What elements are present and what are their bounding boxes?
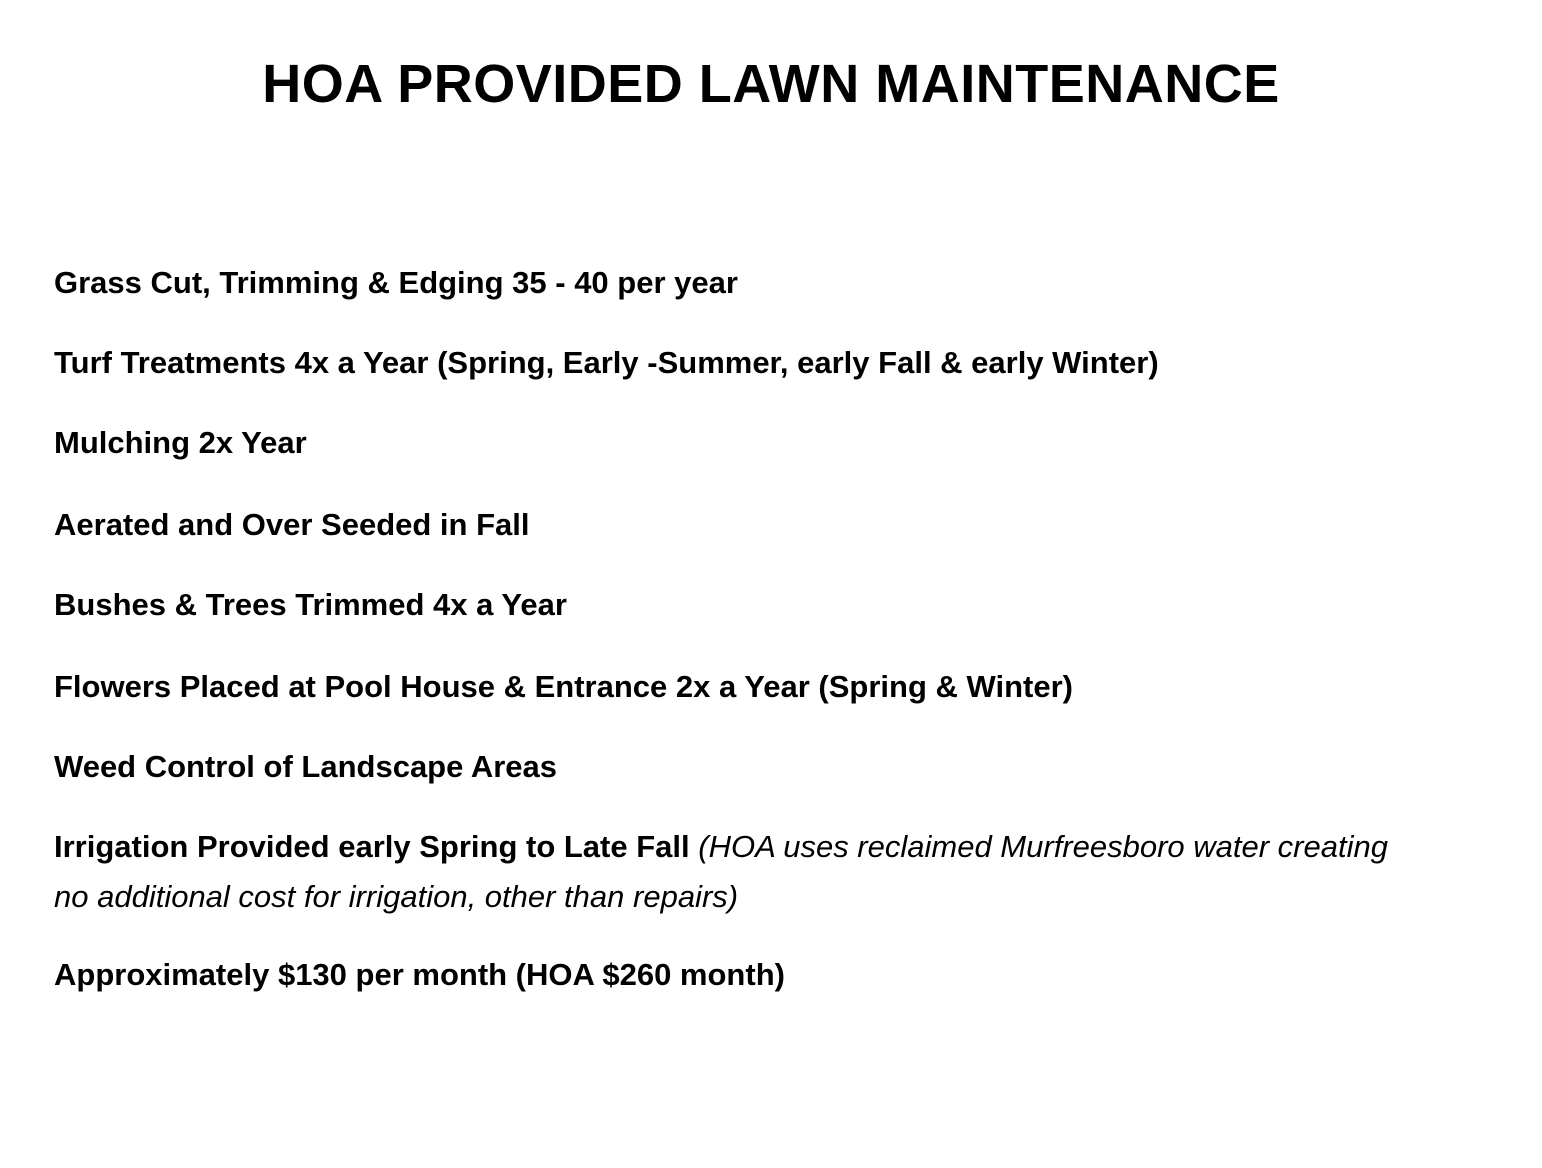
list-item-mulching xyxy=(54,418,307,468)
list-item-flowers xyxy=(54,662,1073,712)
item-text: Flowers Placed at Pool House & Entrance 2x a Year (Spring & Winter) xyxy=(54,669,1073,704)
page-title: HOA PROVIDED LAWN MAINTENANCE xyxy=(262,54,1280,114)
item-text: Irrigation Provided early Spring to Late Fall xyxy=(54,829,690,864)
item-text: Turf Treatments 4x a Year (Spring, Early -Summer, early Fall & early Winter) xyxy=(54,345,1159,380)
list-item-irrigation xyxy=(54,822,1394,922)
list-item-grass-cut xyxy=(54,258,738,308)
item-text: Bushes & Trees Trimmed 4x a Year xyxy=(54,587,567,622)
item-text: Mulching 2x Year xyxy=(54,425,307,460)
list-item-aeration xyxy=(54,500,530,550)
list-item-bushes-trees xyxy=(54,580,567,630)
list-item-turf-treatments xyxy=(54,338,1159,388)
list-item-weed-control xyxy=(54,742,557,792)
item-note: (HOA uses reclaimed Murfreesboro water creating no additional cost for irrigation, other than repairs) xyxy=(54,829,1388,914)
item-text: Weed Control of Landscape Areas xyxy=(54,749,557,784)
item-text: Aerated and Over Seeded in Fall xyxy=(54,507,530,542)
list-item-cost xyxy=(54,950,785,1000)
item-text: Approximately $130 per month (HOA $260 month) xyxy=(54,957,785,992)
item-text: Grass Cut, Trimming & Edging 35 - 40 per year xyxy=(54,265,738,300)
